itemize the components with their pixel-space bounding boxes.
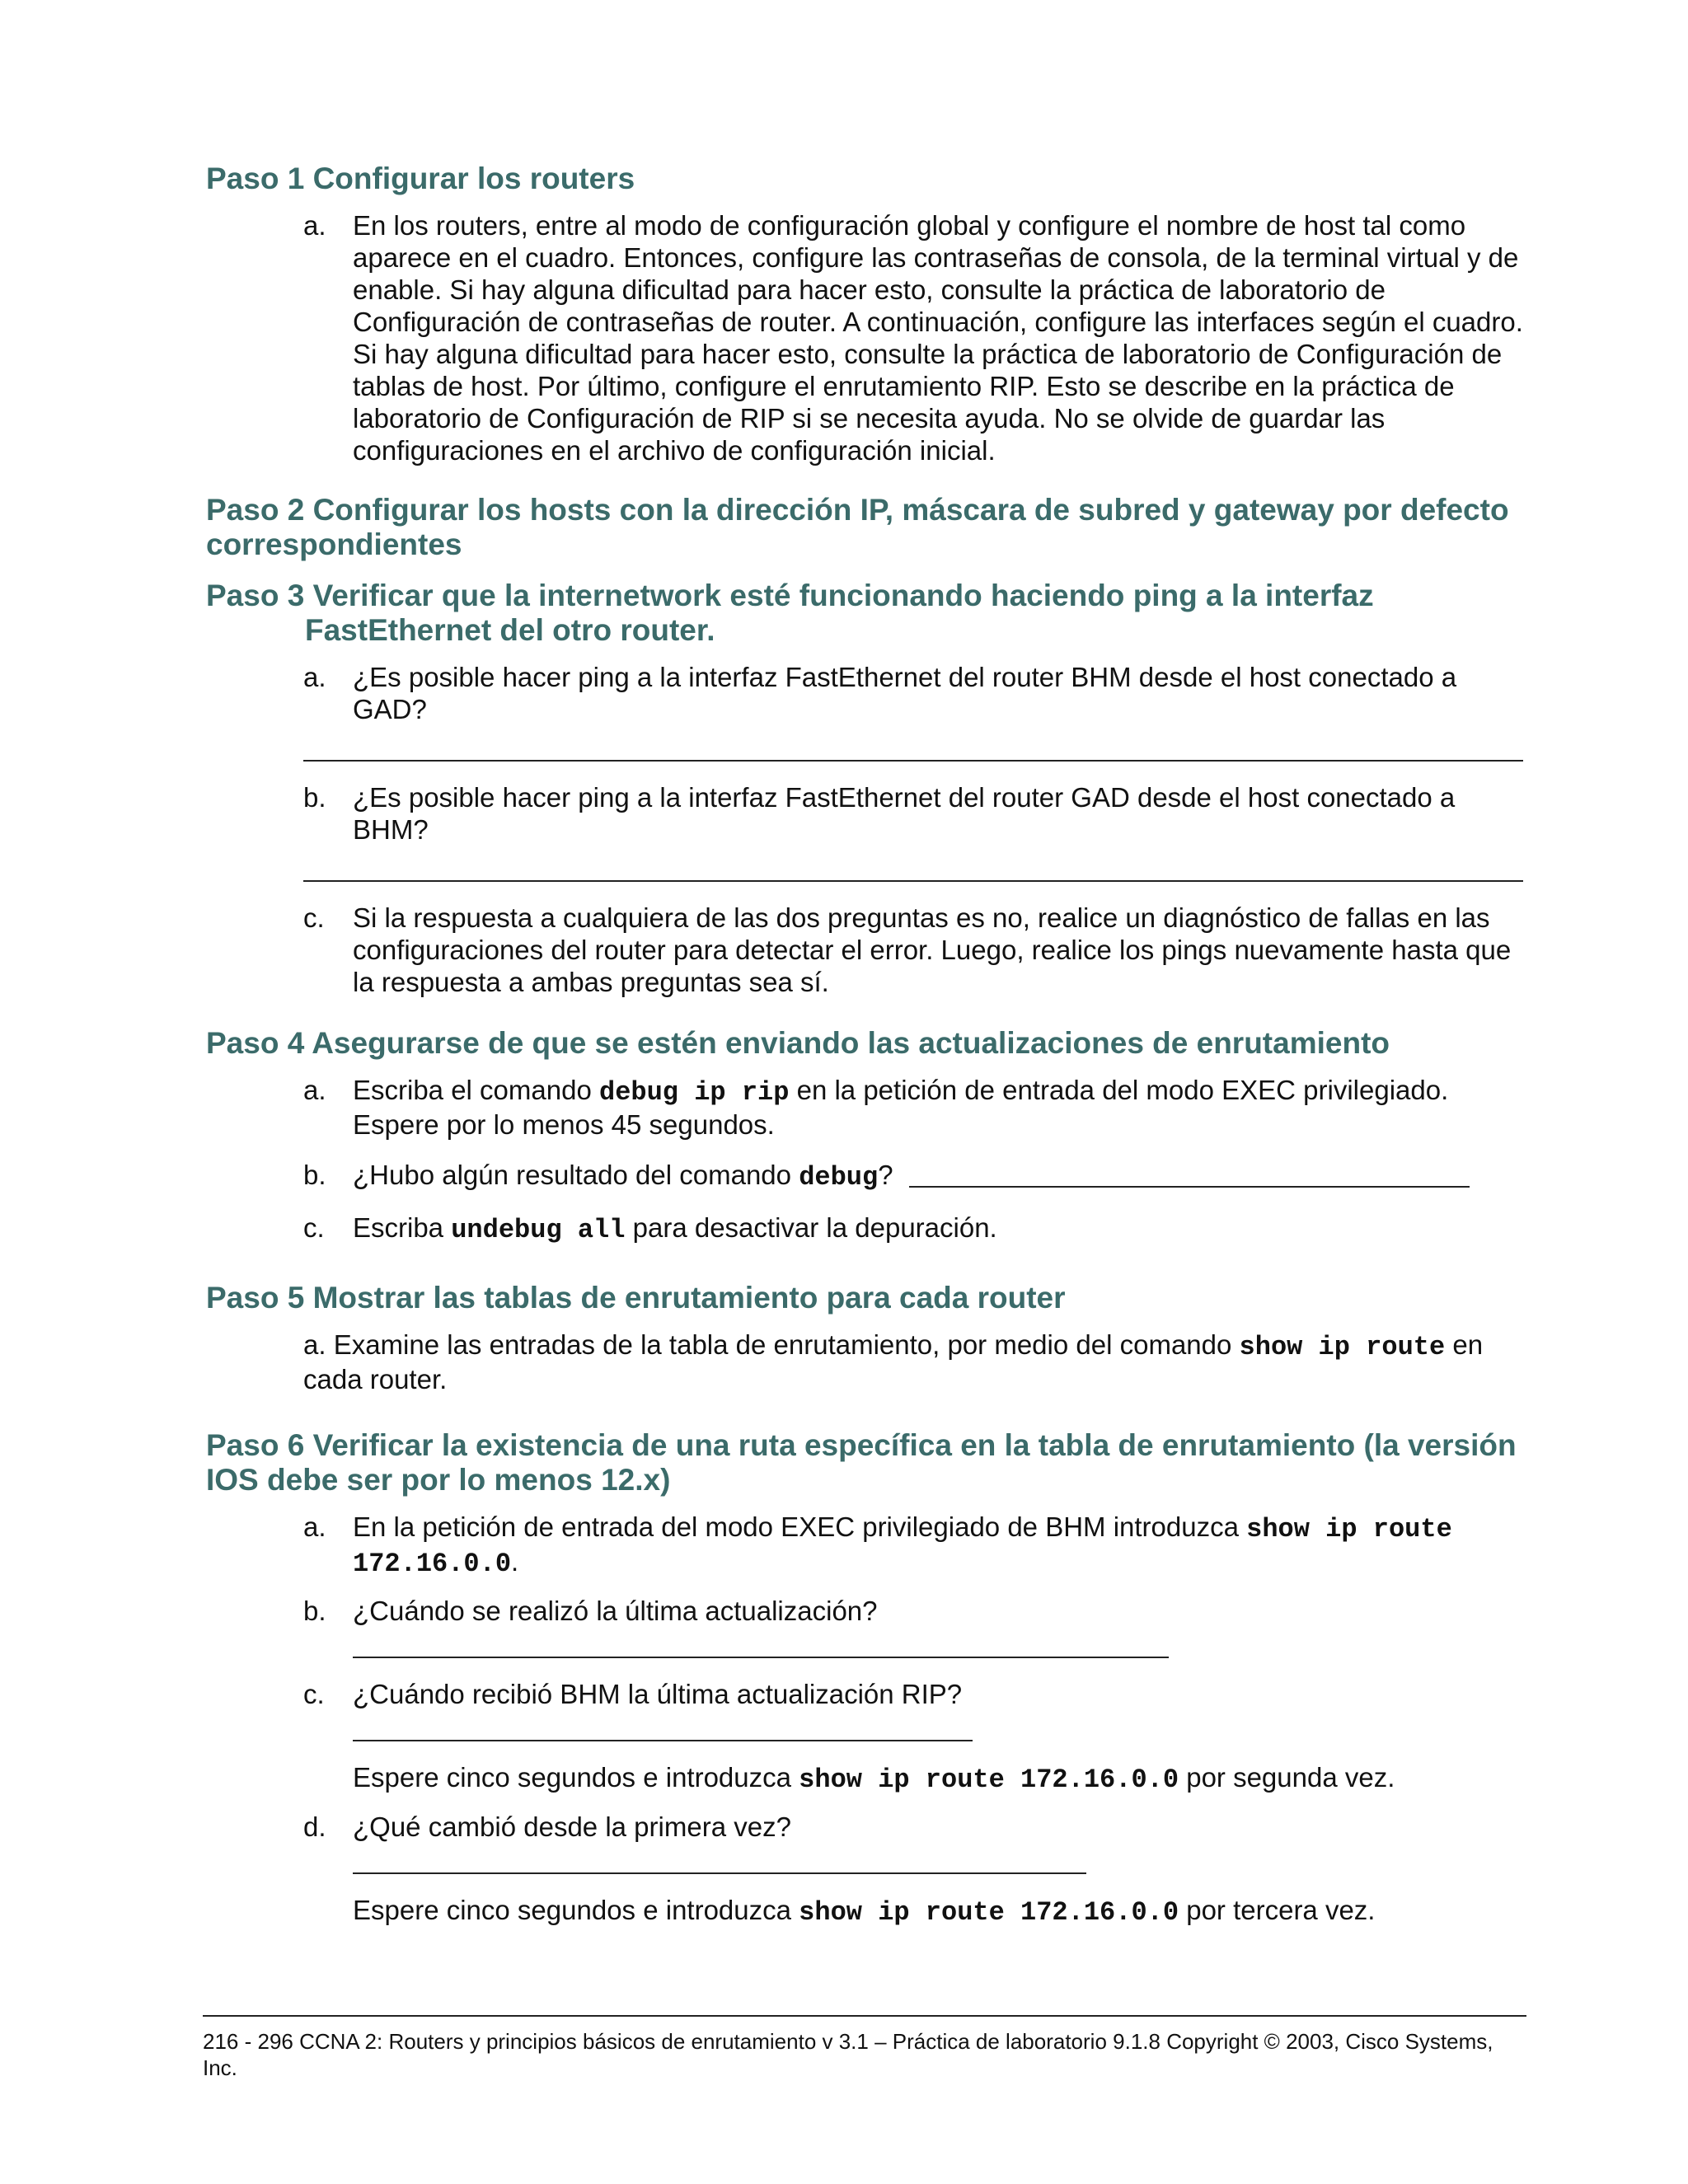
command-text: show ip route 172.16.0.0 — [353, 1514, 1452, 1579]
paso-2-heading: Paso 2 Configurar los hosts con la dirección IP, máscara de subred y gateway por defecto correspondientes — [206, 493, 1509, 561]
paso-6-wait-third — [206, 1894, 1525, 1929]
item-text-post: ? — [878, 1160, 893, 1190]
paso-4-heading: Paso 4 Asegurarse de que se estén enviando las actualizaciones de enrutamiento — [206, 1026, 1390, 1060]
paso-3-item-a — [206, 661, 1525, 725]
item-text-post: en cada router. — [303, 1329, 1484, 1394]
command-text: show ip route — [1239, 1332, 1446, 1362]
item-label: c. — [303, 1679, 325, 1709]
item-text-post: . — [511, 1546, 519, 1577]
paso-6-item-c — [206, 1678, 1525, 1710]
paso-6-item-b — [206, 1595, 1525, 1627]
paso-4-item-a — [206, 1074, 1525, 1141]
command-text: debug — [799, 1162, 879, 1193]
command-text: undebug all — [451, 1215, 626, 1245]
item-text-pre: En la petición de entrada del modo EXEC privilegiado de BHM introduzca — [353, 1511, 1247, 1542]
answer-line[interactable] — [353, 1872, 1086, 1874]
paso-4-item-b — [206, 1159, 1525, 1193]
footer-text: 216 - 296 CCNA 2: Routers y principios básicos de enrutamiento v 3.1 – Práctica de laboratorio 9.1.8 Copyright © 2003, Cisco Systems, Inc. — [203, 2029, 1493, 2080]
command-text: debug ip rip — [598, 1077, 790, 1108]
item-label: a. — [303, 210, 326, 241]
item-label: b. — [303, 782, 326, 813]
page-footer — [203, 2015, 1526, 2081]
item-label: a. — [303, 1511, 326, 1542]
item-text-pre: ¿Hubo algún resultado del comando — [353, 1160, 799, 1190]
item-text: ¿Qué cambió desde la primera vez? — [353, 1811, 791, 1842]
item-label: a. — [303, 1075, 326, 1105]
item-text: ¿Es posible hacer ping a la interfaz FastEthernet del router BHM desde el host conectado a GAD? — [353, 662, 1457, 724]
paso-4-item-c — [206, 1212, 1525, 1246]
item-label: b. — [303, 1160, 326, 1190]
item-label: a. — [303, 662, 326, 692]
item-text-pre: Escriba — [353, 1212, 452, 1243]
paso-6-wait-second — [206, 1761, 1525, 1796]
paso-1-heading: Paso 1 Configurar los routers — [206, 162, 635, 195]
paso-6-item-d — [206, 1811, 1525, 1843]
item-text: ¿Cuándo recibió BHM la última actualización RIP? — [353, 1679, 963, 1709]
answer-line[interactable] — [303, 880, 1523, 882]
paso-3-heading: Paso 3 Verificar que la internetwork esté funcionando haciendo ping a la interfaz FastEthernet del otro router. — [206, 579, 1374, 647]
command-text: show ip route 172.16.0.0 — [799, 1897, 1179, 1928]
item-label: c. — [303, 902, 325, 933]
answer-line[interactable] — [353, 1740, 973, 1741]
item-text-post: en la petición de entrada del modo EXEC privilegiado. Espere por lo menos 45 segundos. — [353, 1075, 1449, 1140]
item-label: b. — [303, 1596, 326, 1626]
paso-3-item-b — [206, 781, 1525, 846]
answer-line[interactable] — [303, 760, 1523, 762]
item-text-pre: a. Examine las entradas de la tabla de enrutamiento, por medio del comando — [303, 1329, 1240, 1360]
paso-6-heading: Paso 6 Verificar la existencia de una ruta específica en la tabla de enrutamiento (la versión IOS debe ser por lo menos 12.x) — [206, 1428, 1517, 1497]
answer-line[interactable] — [353, 1657, 1169, 1658]
paso-3-item-c — [206, 902, 1525, 998]
item-text: ¿Cuándo se realizó la última actualización? — [353, 1596, 878, 1626]
item-text-pre: Espere cinco segundos e introduzca — [353, 1762, 799, 1793]
item-text-post: por tercera vez. — [1179, 1895, 1376, 1925]
paso-5-item-a — [206, 1329, 1525, 1395]
paso-1-item-a — [206, 209, 1525, 466]
document-body — [206, 162, 1525, 1929]
paso-5-heading: Paso 5 Mostrar las tablas de enrutamiento para cada router — [206, 1281, 1066, 1315]
item-text: En los routers, entre al modo de configuración global y configure el nombre de host tal como aparece en el cuadro. Entonces, configure las contraseñas de consola, de la terminal virtual y de enable. Si hay alguna dificultad para hacer esto, consulte la práctica de laboratorio de Configuración de contraseñas de router. A continuación, configure las interfaces según el cuadro. Si hay alguna dificultad para hacer esto, consulte la práctica de laboratorio de Configuración de tablas de host. Por último, configure el enrutamiento RIP. Esto se describe en la práctica de laboratorio de Configuración de RIP si se necesita ayuda. No se olvide de guardar las configuraciones en el archivo de configuración inicial. — [353, 210, 1523, 466]
command-text: show ip route 172.16.0.0 — [799, 1765, 1179, 1795]
paso-6-item-a — [206, 1511, 1525, 1580]
answer-line[interactable] — [909, 1186, 1470, 1188]
item-text-pre: Escriba el comando — [353, 1075, 599, 1105]
item-label: d. — [303, 1811, 326, 1842]
item-text-post: para desactivar la depuración. — [625, 1212, 997, 1243]
item-text-pre: Espere cinco segundos e introduzca — [353, 1895, 799, 1925]
item-label: c. — [303, 1212, 325, 1243]
item-text: Si la respuesta a cualquiera de las dos preguntas es no, realice un diagnóstico de fallas en las configuraciones del router para detectar el error. Luego, realice los pings nuevamente hasta que la respuesta a ambas preguntas sea sí. — [353, 902, 1512, 997]
item-text-post: por segunda vez. — [1179, 1762, 1395, 1793]
item-text: ¿Es posible hacer ping a la interfaz FastEthernet del router GAD desde el host conectado a BHM? — [353, 782, 1456, 845]
